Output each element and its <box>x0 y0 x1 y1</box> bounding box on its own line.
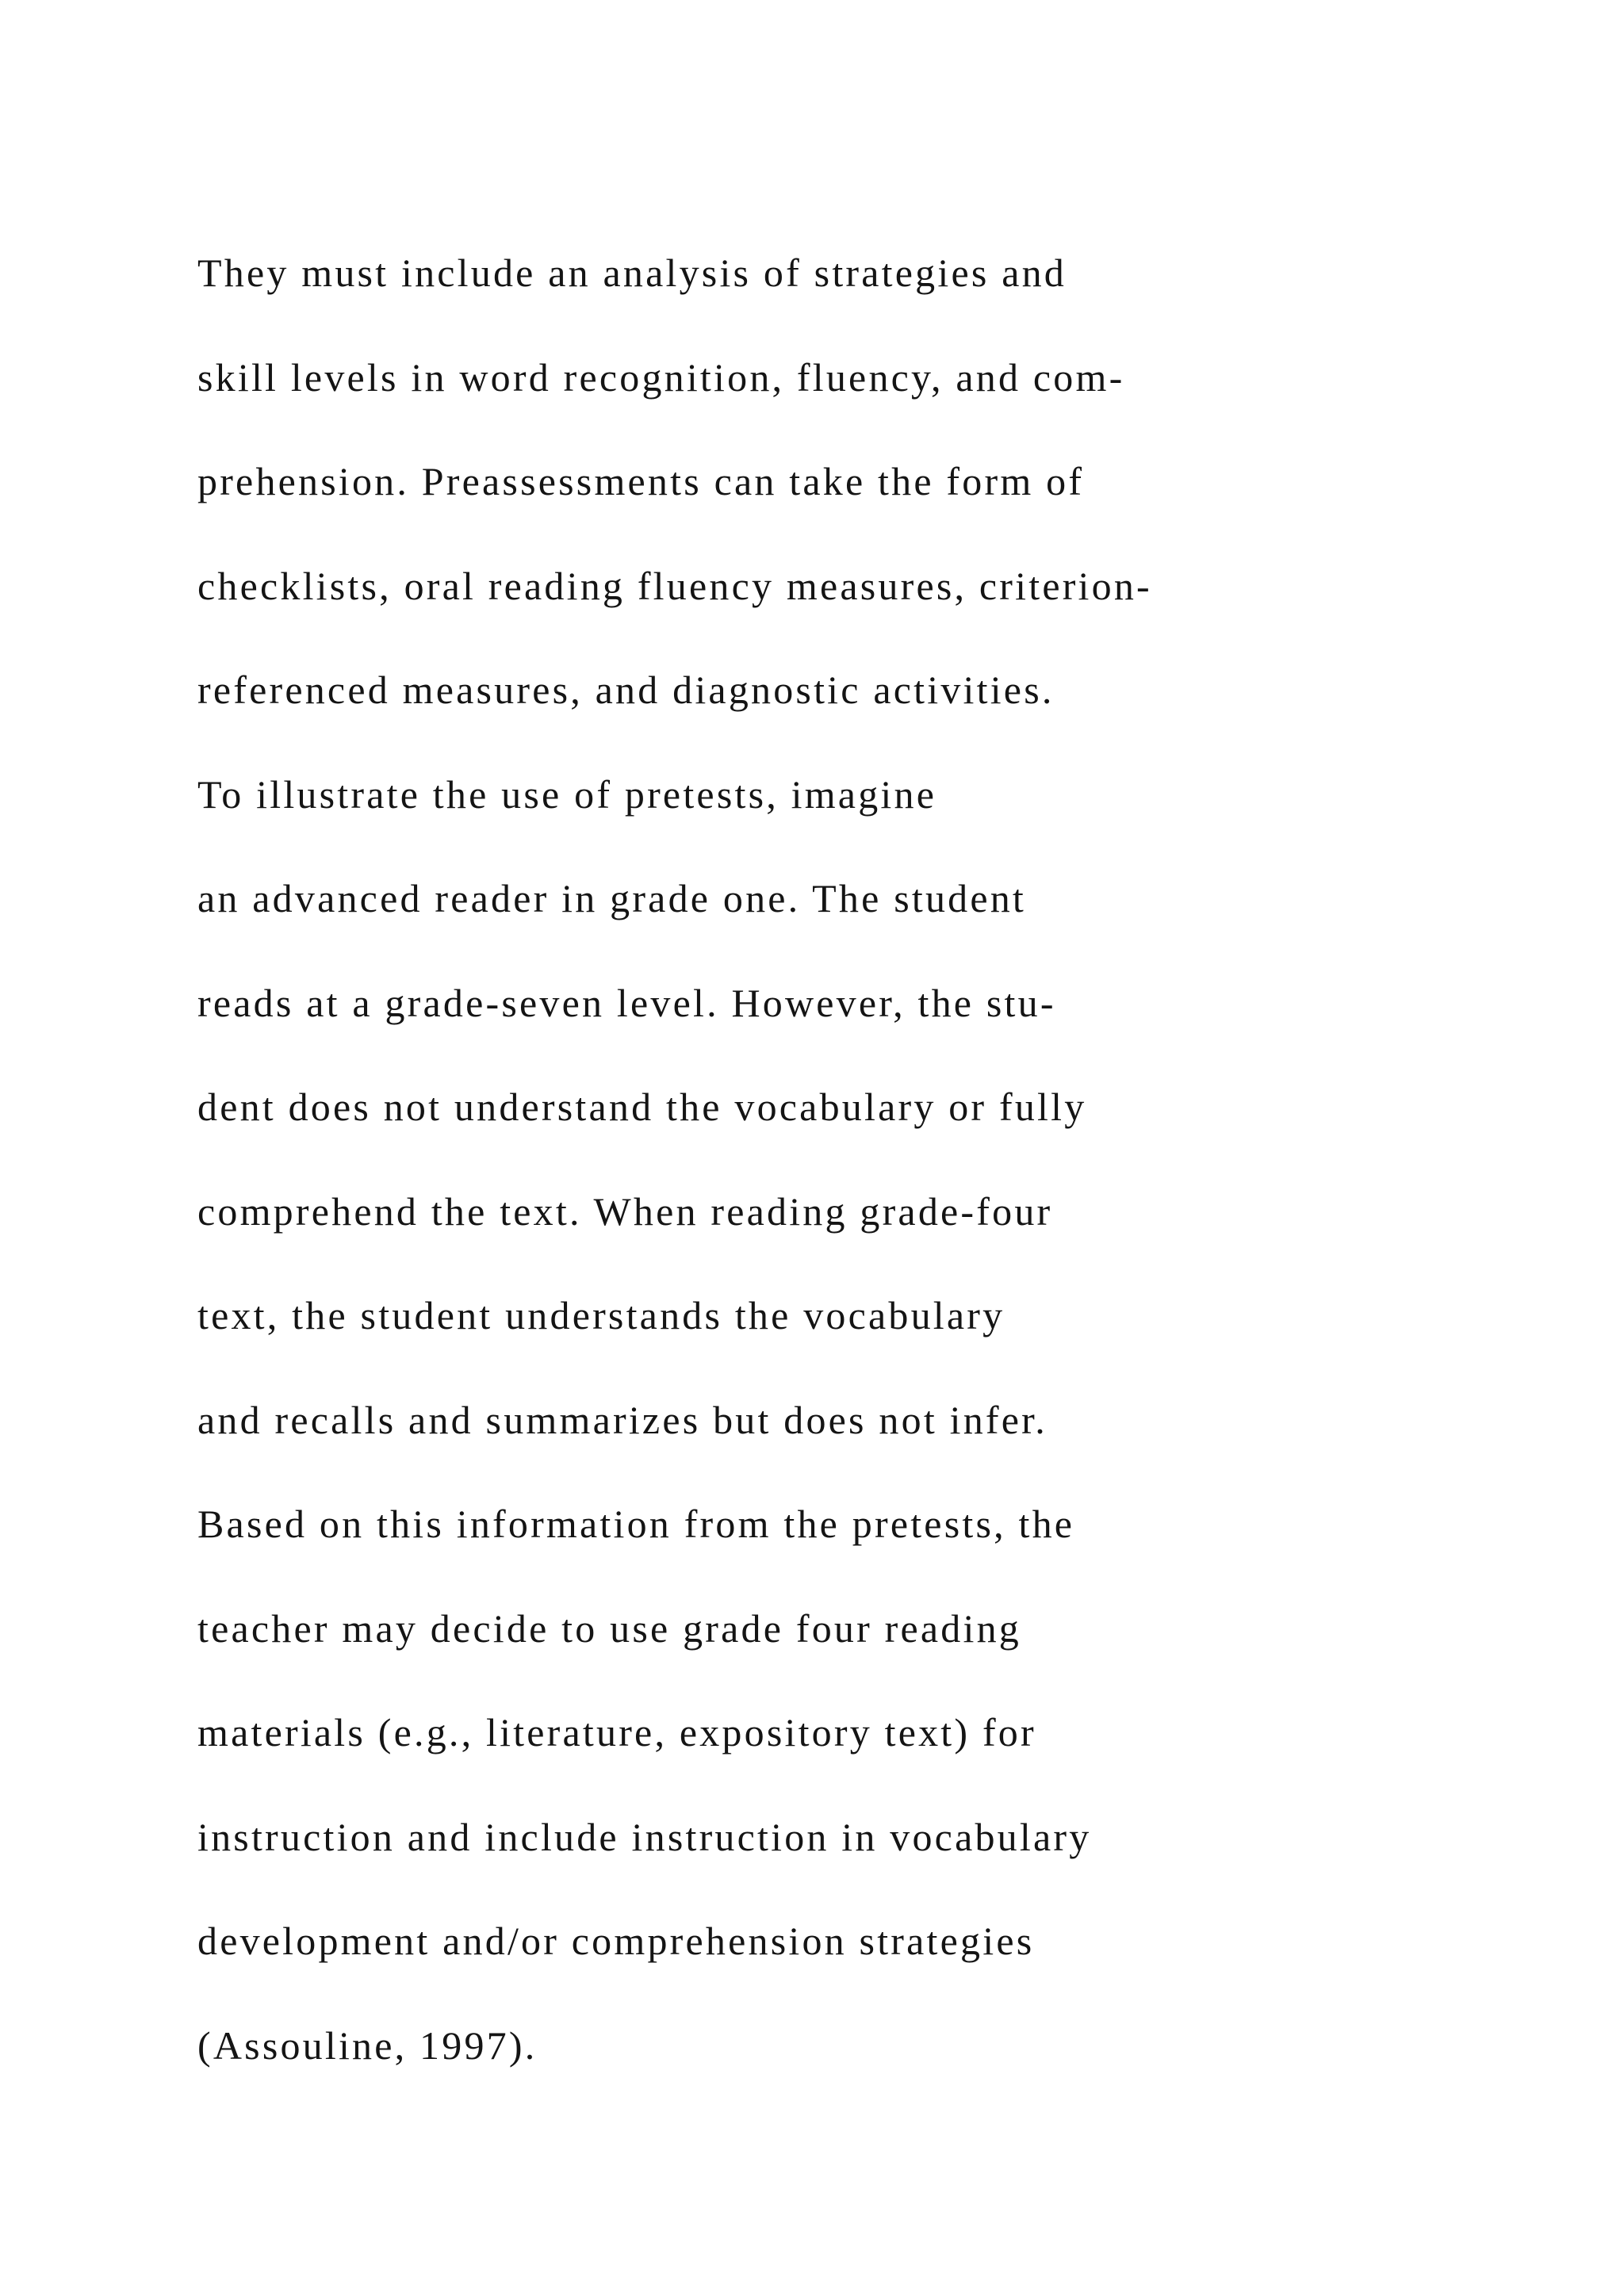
text-line: materials (e.g., literature, expository text) for <box>197 1710 1036 1755</box>
text-line: They must include an analysis of strategies and <box>197 251 1067 295</box>
text-line: To illustrate the use of pretests, imagine <box>197 771 937 817</box>
text-line: comprehend the text. When reading grade-four <box>197 1188 1053 1234</box>
text-line: skill levels in word recognition, fluency, and com- <box>197 354 1125 400</box>
text-line: an advanced reader in grade one. The student <box>197 876 1027 920</box>
text-line: checklists, oral reading fluency measures, criterion- <box>197 563 1152 608</box>
text-line: prehension. Preassessments can take the form of <box>197 459 1085 503</box>
text-line: and recalls and summarizes but does not infer. <box>197 1397 1048 1442</box>
text-line: referenced measures, and diagnostic activities. <box>197 668 1055 712</box>
text-line: dent does not understand the vocabulary or fully <box>197 1085 1087 1129</box>
text-line: (Assouline, 1997). <box>197 2022 538 2068</box>
text-line: development and/or comprehension strategies <box>197 1919 1035 1963</box>
text-line: instruction and include instruction in vocabulary <box>197 1814 1092 1859</box>
text-line: teacher may decide to use grade four reading <box>197 1605 1021 1651</box>
text-line: text, the student understands the vocabulary <box>197 1293 1005 1337</box>
text-line: Based on this information from the pretests, the <box>197 1502 1075 1546</box>
body-text <box>197 244 1545 2121</box>
text-line: reads at a grade-seven level. However, the stu- <box>197 980 1056 1025</box>
